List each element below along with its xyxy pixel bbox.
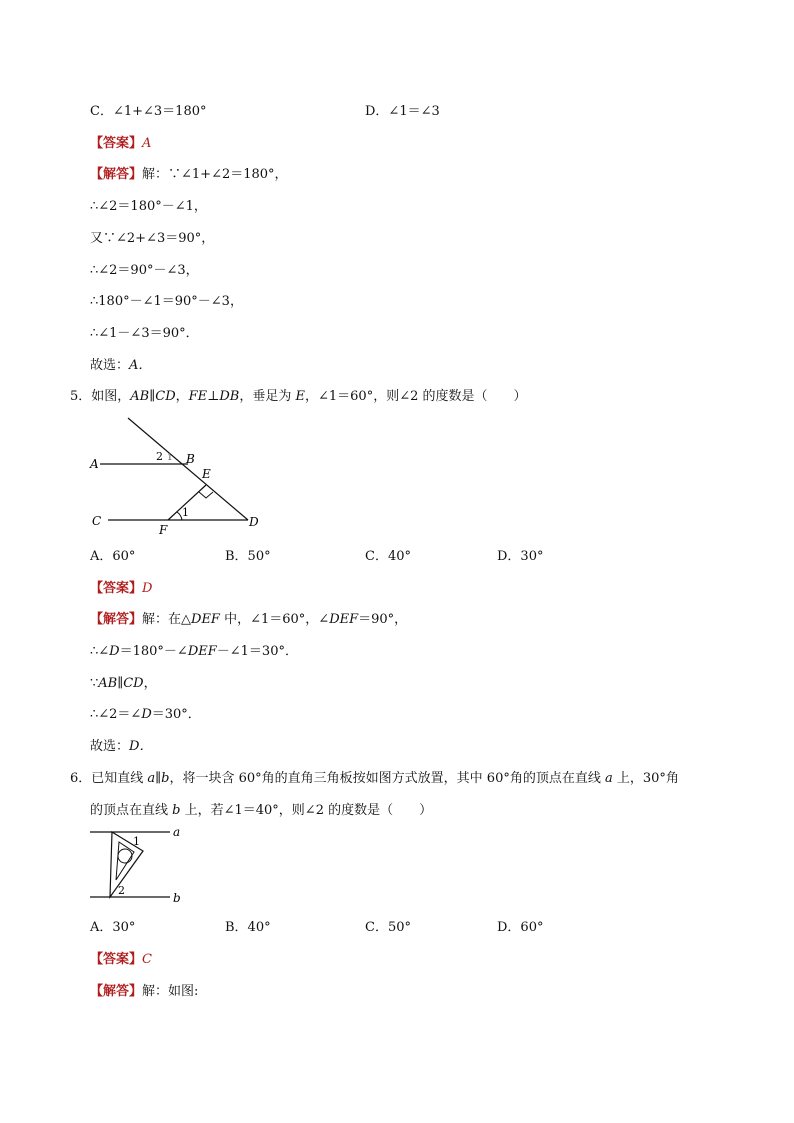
answer-tag: 【答案】	[90, 136, 143, 151]
choose-prefix: 故选：	[90, 739, 130, 754]
sol-text: 解：如图:	[142, 984, 199, 999]
q5-text: ，	[175, 389, 189, 404]
q6-option-b: B．40°	[225, 920, 271, 935]
q5-choose	[90, 738, 152, 756]
q5-solution-line	[90, 611, 407, 629]
sol-text: D	[141, 707, 152, 722]
answer-value: C	[142, 952, 152, 967]
sol-text: ∵	[90, 676, 99, 691]
q6-answer	[90, 951, 152, 969]
q6-solution-line	[90, 983, 198, 1001]
q5-figure	[80, 412, 280, 542]
sol-text: DEF	[329, 612, 359, 627]
q5-text: ，垂足为	[239, 389, 296, 404]
label-line-a: a	[173, 825, 181, 839]
sol-text: ＝90°，	[358, 612, 408, 627]
q4-solution-line: ∴180°－∠1＝90°－∠3，	[90, 294, 243, 309]
solution-text: 解：∵∠1+∠2＝180°，	[142, 167, 288, 182]
q5-option-c: C．40°	[365, 549, 411, 564]
solution-tag: 【解答】	[90, 984, 143, 999]
q5-text: ，∠1＝60°，则∠2 的度数是（ ）	[305, 389, 527, 404]
q6-text: b	[172, 803, 181, 818]
sol-text: DEF	[191, 612, 220, 627]
label-angle-2: 2	[156, 450, 163, 463]
q4-answer	[90, 135, 151, 153]
solution-tag: 【解答】	[90, 612, 143, 627]
q4-solution-line: ∴∠2＝90°－∠3，	[90, 263, 199, 278]
label-e: E	[202, 467, 211, 481]
q4-option-d: D．∠1＝∠3	[365, 104, 440, 119]
sol-text: ∴∠2＝∠	[90, 707, 142, 722]
label-c: C	[92, 514, 102, 528]
q6-text: ，将一块含 60°角的直角三角板按如图方式放置，其中 60°角的顶点在直线	[169, 771, 605, 786]
label-d: D	[249, 515, 259, 529]
q6-text: 的顶点在直线	[90, 803, 173, 818]
triangle-inner	[116, 842, 134, 880]
q4-choose	[90, 357, 151, 375]
q4-solution-line: ∴∠1－∠3＝90°．	[90, 326, 199, 341]
label-a: A	[90, 457, 99, 471]
label-angle-1: 1	[182, 506, 189, 519]
sol-text: DEF	[187, 644, 217, 659]
q6-figure	[85, 822, 195, 910]
q4-option-c: C．∠1+∠3＝180°	[90, 104, 207, 119]
choose-prefix: 故选：	[90, 358, 130, 373]
q6-option-d: D．60°	[497, 920, 544, 935]
label-angle-1: 1	[133, 835, 140, 848]
sol-text: ∴∠	[90, 644, 110, 659]
sol-text: AB∥CD	[98, 676, 144, 691]
q6-option-c: C．50°	[365, 920, 411, 935]
q6-text: 上，30°角	[612, 771, 679, 786]
sol-text: 中，∠1＝60°，∠	[219, 612, 330, 627]
q5-text: AB∥CD	[130, 389, 176, 404]
sol-text: －∠1＝30°．	[216, 644, 298, 659]
triangle-hole	[118, 849, 132, 863]
q5-stem	[70, 388, 527, 406]
q6-text: a	[604, 771, 613, 786]
q6-stem-line1	[70, 770, 679, 788]
q5-solution-line	[90, 643, 298, 661]
sol-text: ＝180°－∠	[119, 644, 188, 659]
answer-value: D	[142, 581, 153, 596]
q4-solution-line	[90, 166, 288, 184]
q5-solution-line	[90, 675, 157, 693]
line-bd	[128, 418, 248, 520]
choose-value: A．	[129, 358, 152, 373]
q4-solution-line: 又∵∠2+∠3＝90°，	[90, 231, 215, 246]
sol-text: D	[109, 644, 120, 659]
q5-option-b: B．50°	[225, 549, 271, 564]
answer-tag: 【答案】	[90, 581, 143, 596]
label-b: B	[186, 452, 195, 466]
q5-option-a: A．60°	[90, 549, 136, 564]
q6-stem-line2	[90, 802, 432, 820]
q4-solution-line: ∴∠2＝180°－∠1，	[90, 199, 207, 214]
q5-text: FE⊥DB	[188, 389, 240, 404]
q5-text: 如图，	[91, 389, 131, 404]
choose-value: D．	[129, 739, 153, 754]
sol-text: 解：在△	[142, 612, 192, 627]
right-angle-mark	[199, 492, 213, 498]
label-f: F	[159, 523, 168, 537]
q5-solution-line	[90, 706, 201, 724]
label-small-1: 1	[167, 453, 173, 463]
label-line-b: b	[173, 891, 181, 905]
sol-text: ，	[143, 676, 157, 691]
answer-tag: 【答案】	[90, 952, 143, 967]
label-angle-2: 2	[118, 884, 125, 897]
q5-text: E	[295, 389, 305, 404]
solution-tag: 【解答】	[90, 167, 143, 182]
q6-text: 上，若∠1＝40°，则∠2 的度数是（ ）	[180, 803, 433, 818]
q5-option-d: D．30°	[497, 549, 544, 564]
q6-number: 6．	[70, 771, 92, 786]
sol-text: ＝30°．	[151, 707, 201, 722]
q6-text: 已知直线	[91, 771, 148, 786]
q6-option-a: A．30°	[90, 920, 136, 935]
q5-answer	[90, 580, 152, 598]
q5-number: 5．	[70, 389, 92, 404]
answer-value: A	[142, 136, 152, 151]
q6-text: a∥b	[147, 771, 170, 786]
